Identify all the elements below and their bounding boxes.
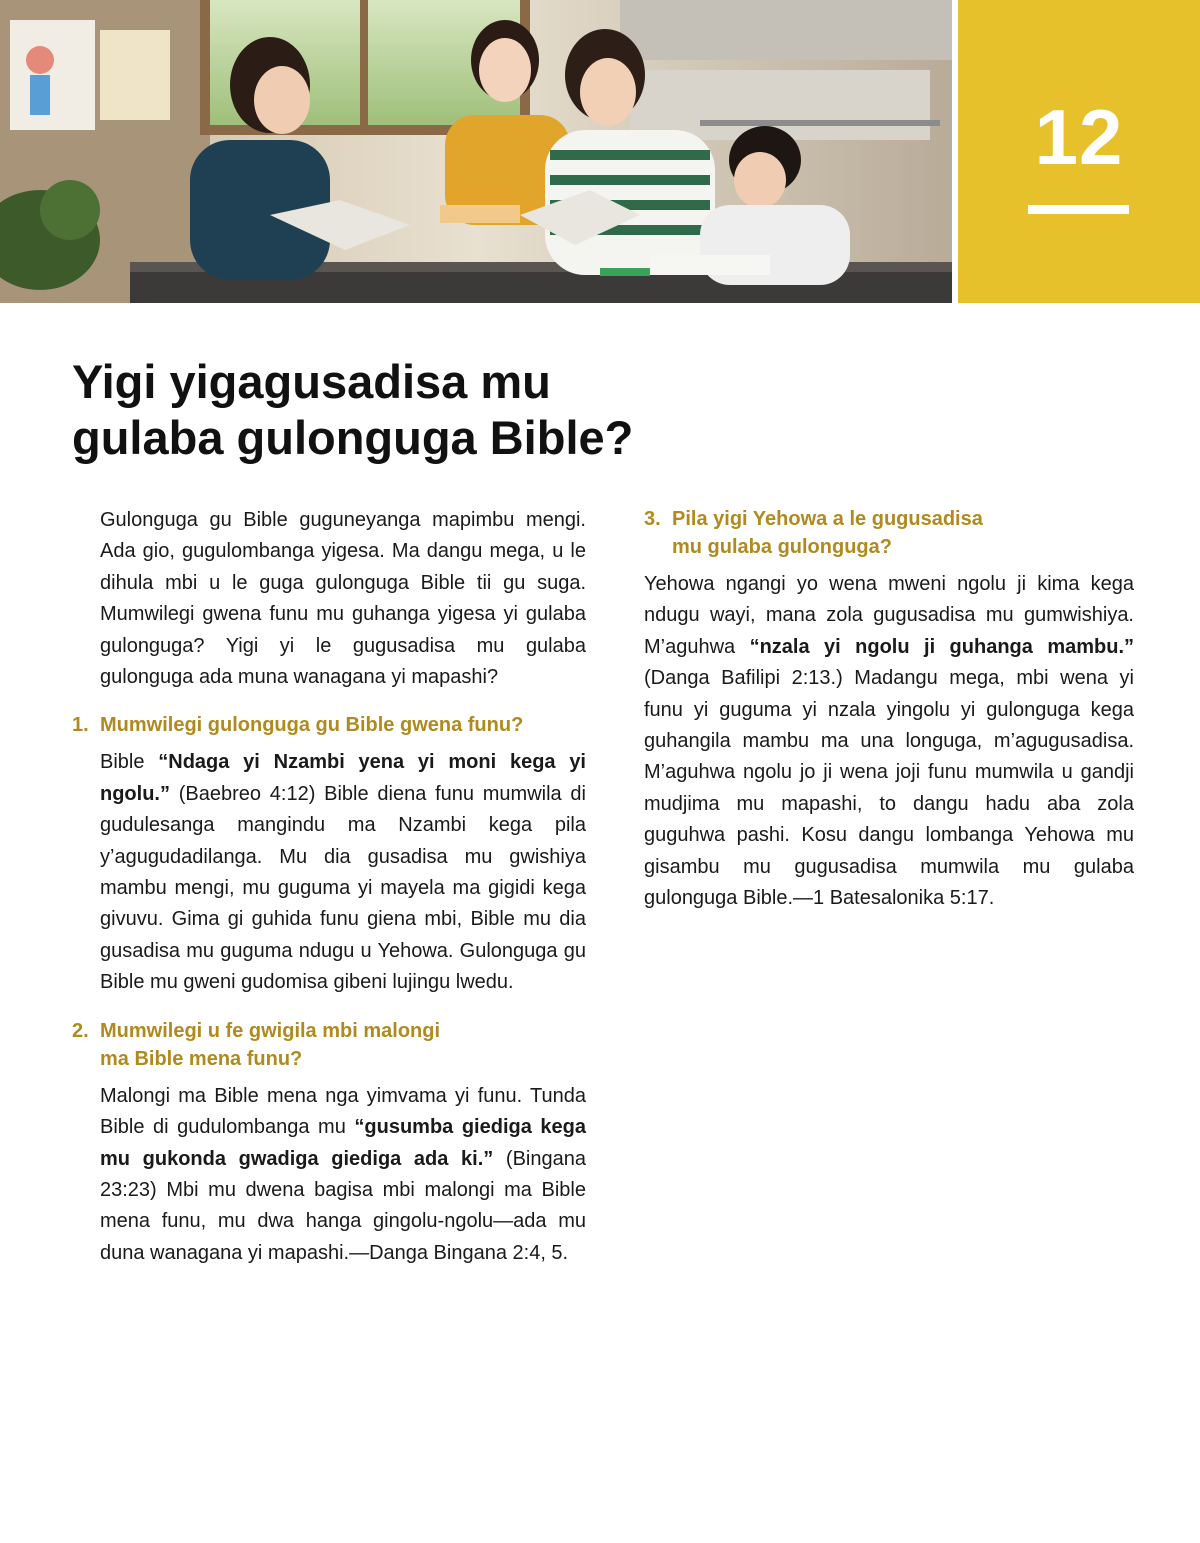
answer-2-lead: Malongi ma Bible mena nga yimvama yi funu. Tunda Bible di gudulombanga mu [100, 1084, 586, 1139]
badge-underline [1028, 205, 1129, 214]
answer-1-body: (Baebreo 4:12) Bible diena funu mumwila di gudulesanga mangindu ma Nzambi kega pila y’agugudadilanga. Mu dia gusadisa mu gwishiya mambu mengi, mu guguma yi mayela ma gigidi kega givuvu. Gima gi guhida funu giena mbi, Bible mu dia gusadisa mu guguma ndugu u Yehowa. Gulonguga gu Bible mu gweni gudomisa gibeni lujingu lwedu. [100, 782, 586, 994]
answer-1-quote: “Ndaga yi Nzambi yena yi moni kega yi ngolu.” [100, 751, 586, 805]
lesson-title-line1: Yigi yigagusadisa mu [72, 355, 551, 408]
answer-3-body: (Danga Bafilipi 2:13.) Madangu mega, mbi wena yi funu yi guguma yi nzala yingolu yi gulonguga kega guhangila mambu ma una longuga, m’agugusadisa. M’aguhwa ngolu jo ji wena joji funu mumwila u gandji mudjima mu mapashi, to dangu hadu aba zola guguhwa pashi. Kosu dangu lombanga Yehowa mu gisambu mu gugusadisa mumwila mu gulaba gulonguga Bible.—1 Batesalonika 5:17. [644, 667, 1134, 910]
question-2-line1: Mumwilegi u fe gwigila mbi malongi [100, 1019, 441, 1042]
answer-1-lead: Bible [100, 751, 159, 774]
answer-2-body: (Bingana 23:23) Mbi mu dwena bagisa mbi malongi ma Bible mena funu, mu dwa hanga gingolu-ngolu—ada mu duna wanagana yi mapashi.—Danga Bingana 2:4, 5. [100, 1147, 586, 1264]
lesson-number-badge [958, 0, 1200, 303]
right-column [644, 505, 1134, 914]
question-3-heading [644, 505, 1134, 561]
question-2-line2: ma Bible mena funu? [100, 1047, 303, 1070]
answer-3-lead: Yehowa ngangi yo wena mweni ngolu ji kima kega ndugu wayi, mana zola gugusadisa mu gumwishiya. M’aguhwa [644, 573, 1134, 658]
question-3-number: 3. [644, 508, 661, 530]
lesson-title [72, 354, 792, 466]
answer-3-quote: “nzala yi ngolu ji guhanga mambu.” [749, 635, 1134, 658]
answer-2-quote: “gusumba giediga kega mu gukonda gwadiga giediga ada ki.” [100, 1116, 586, 1170]
question-3-line1: Pila yigi Yehowa a le gugusadisa [672, 508, 983, 530]
question-3-line2: mu gulaba gulonguga? [672, 536, 892, 558]
question-1-heading [72, 711, 586, 739]
answer-2-paragraph [72, 1081, 586, 1269]
intro-paragraph: Gulonguga gu Bible guguneyanga mapimbu mengi. Ada gio, gugulombanga yigesa. Ma dangu mega, u le dihula mbi u le guga gulonguga Bible tii gu suga. Mumwilegi gwena funu mu guhanga yigesa yi gulaba gulonguga? Yigi yi le gugusadisa mu gulaba gulonguga ada muna wanagana yi mapashi? [100, 509, 586, 689]
lesson-title-line2: gulaba gulonguga Bible? [72, 411, 634, 464]
question-2-number: 2. [72, 1019, 89, 1042]
question-1-text: Mumwilegi gulonguga gu Bible gwena funu? [100, 714, 524, 737]
family-bible-study-illustration [0, 0, 952, 303]
question-2-heading [72, 1017, 586, 1073]
lesson-number: 12 [1034, 93, 1124, 181]
answer-3-paragraph [644, 569, 1134, 914]
answer-1-paragraph [72, 747, 586, 998]
left-column [72, 505, 586, 1269]
header-photo [0, 0, 952, 303]
question-1-number: 1. [72, 714, 89, 737]
